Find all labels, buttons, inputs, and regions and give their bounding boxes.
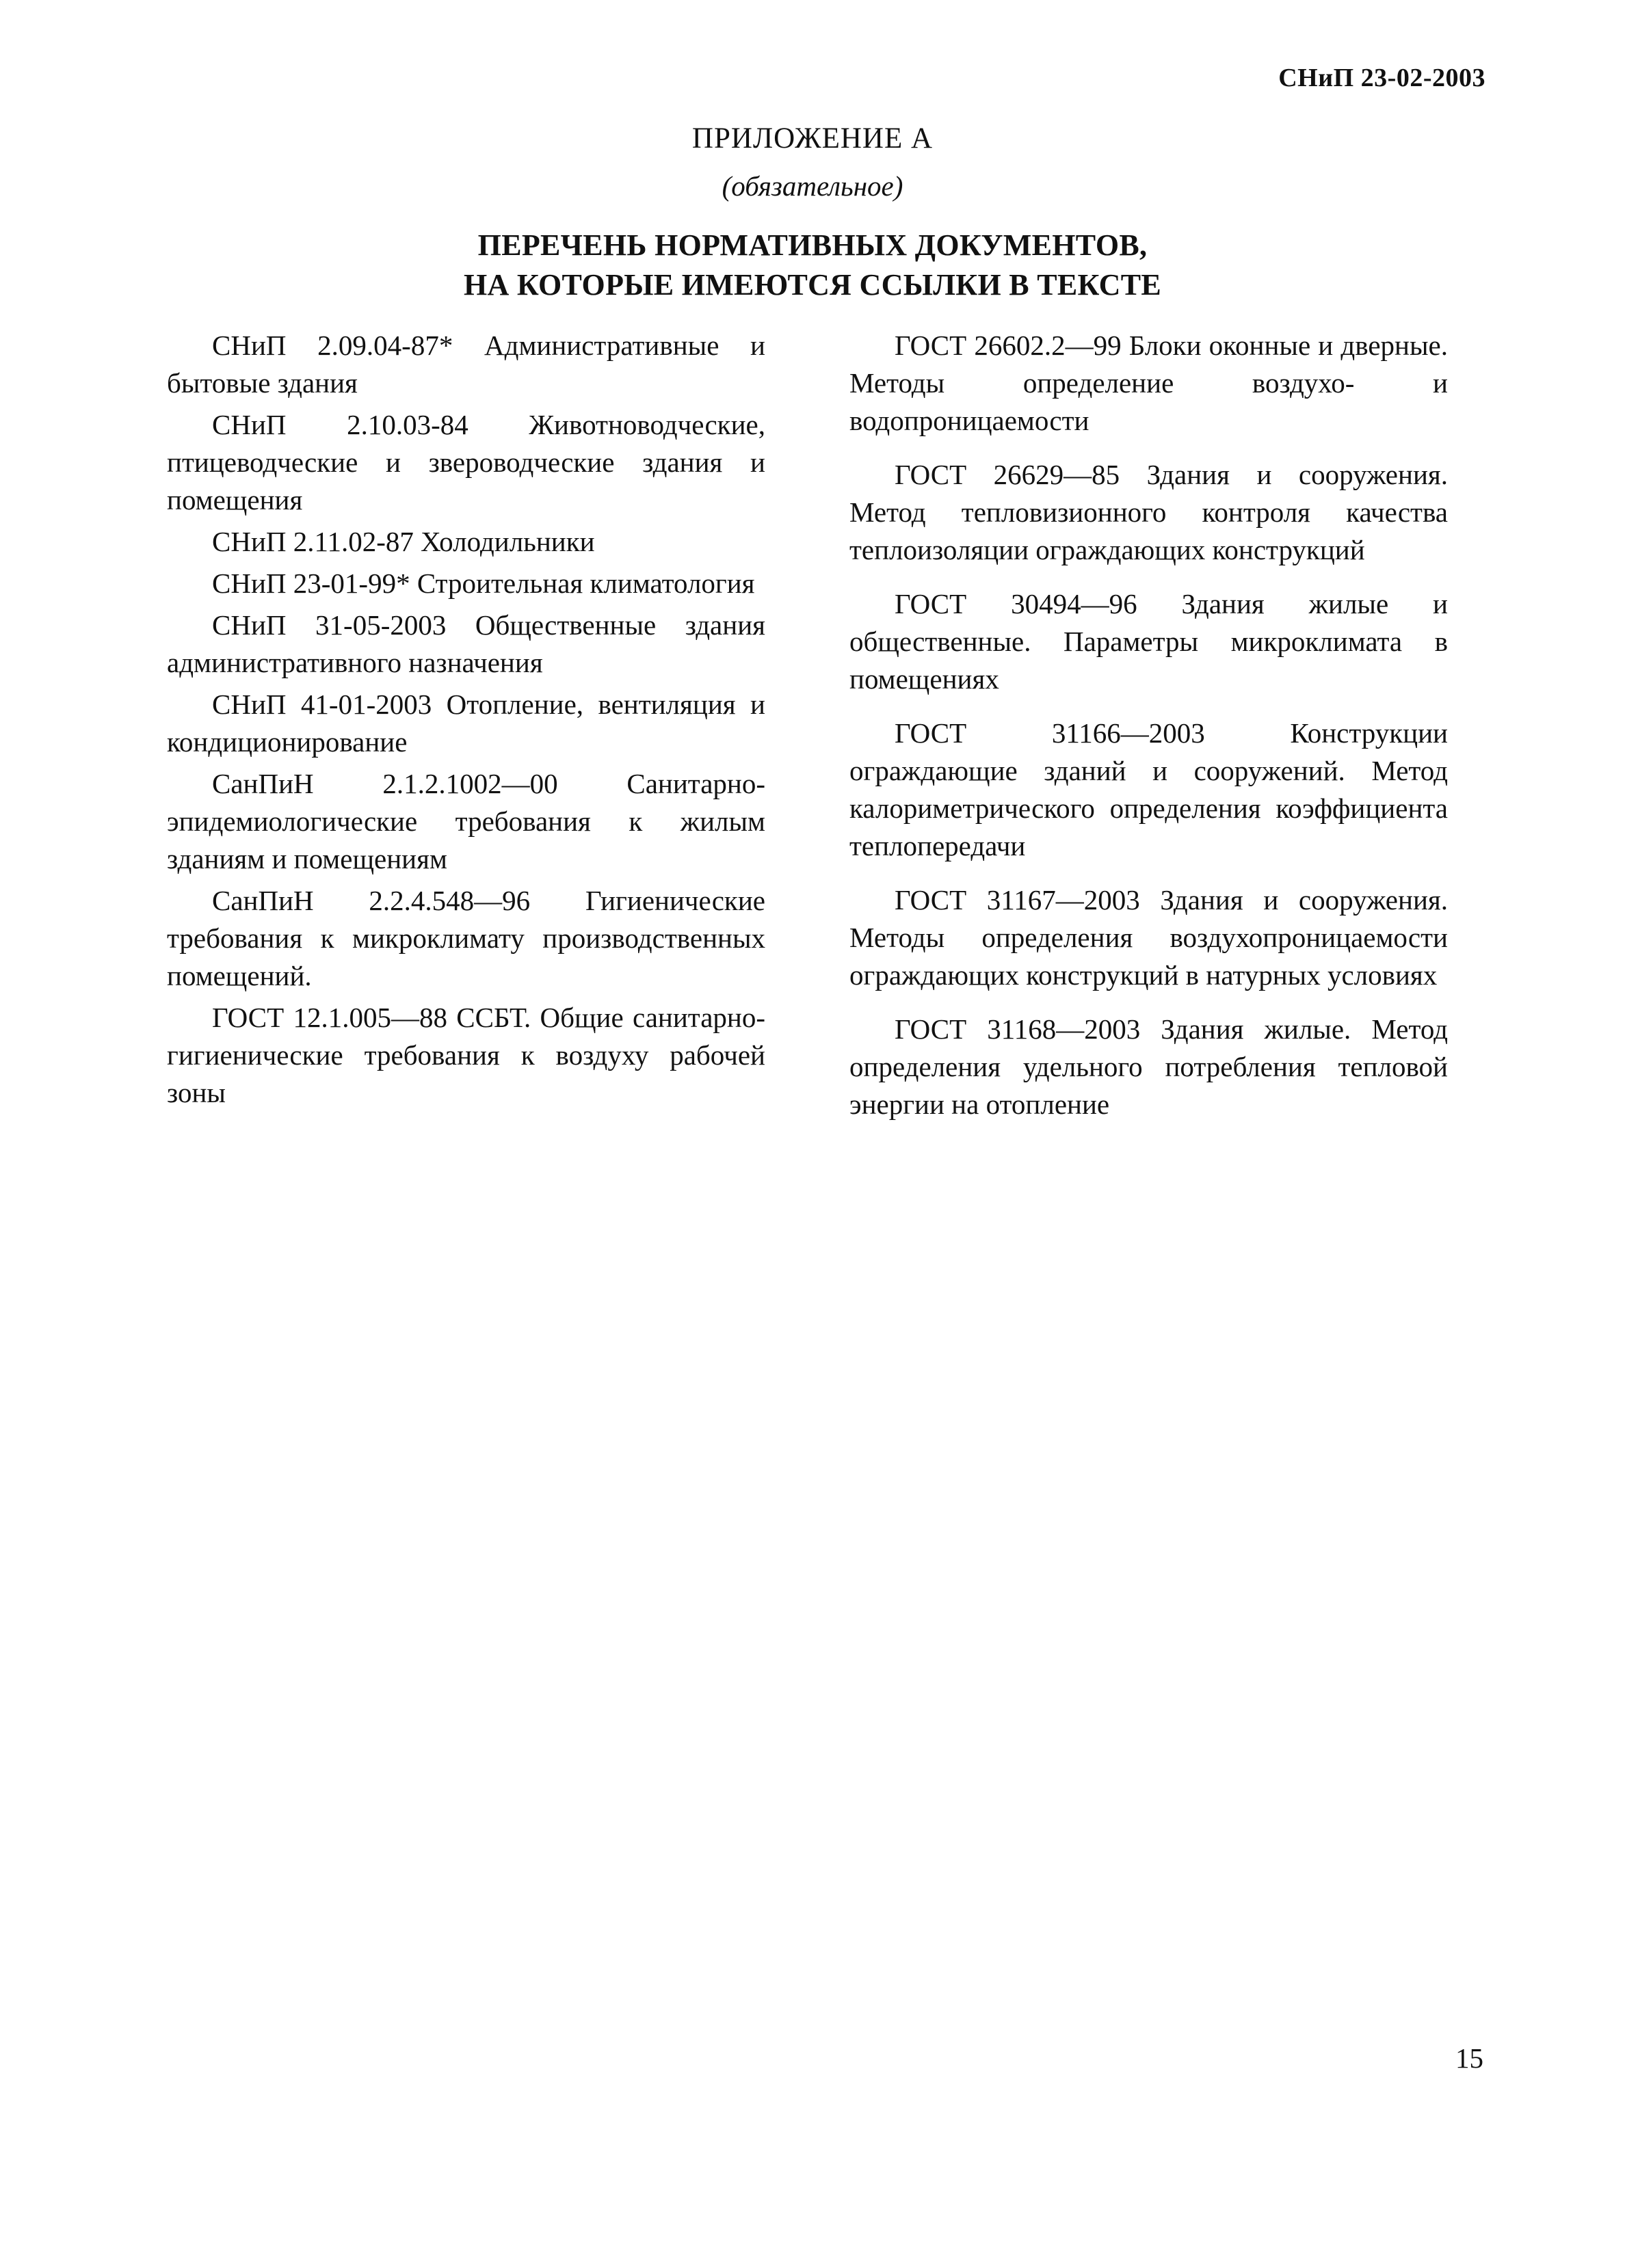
- reference-entry: СНиП 2.11.02-87 Холодильники: [212, 526, 595, 557]
- appendix-title: ПРИЛОЖЕНИЕ А: [691, 122, 934, 155]
- left-reference-column: [167, 327, 765, 1116]
- reference-entry: СНиП 41-01-2003 Отопление, вентиляция и кондиционирование: [167, 689, 765, 758]
- document-code: СНиП 23-02-2003: [1278, 64, 1485, 92]
- right-reference-column: [849, 327, 1448, 1140]
- reference-entry: СНиП 31-05-2003 Общественные здания административного назначения: [167, 609, 765, 678]
- reference-entry: ГОСТ 26629—85 Здания и сооружения. Метод тепловизионного контроля качества теплоизоляции ограждающих конструкций: [849, 459, 1448, 565]
- references-heading: [0, 226, 1625, 305]
- reference-entry: СНиП 2.10.03-84 Животноводческие, птицеводческие и звероводческие здания и помещения: [167, 409, 765, 516]
- reference-entry: ГОСТ 31167—2003 Здания и сооружения. Методы определения воздухопроницаемости ограждающих конструкций в натурных условиях: [849, 884, 1448, 991]
- reference-entry: СНиП 23-01-99* Строительная климатология: [212, 568, 755, 599]
- reference-entry: ГОСТ 30494—96 Здания жилые и общественные. Параметры микроклимата в помещениях: [849, 588, 1448, 695]
- page-number: 15: [1455, 2042, 1483, 2074]
- reference-entry: СанПиН 2.2.4.548—96 Гигиенические требования к микроклимату производственных помещений.: [167, 885, 765, 991]
- references-heading-line-1: ПЕРЕЧЕНЬ НОРМАТИВНЫХ ДОКУМЕНТОВ,: [477, 228, 1148, 262]
- reference-entry: ГОСТ 31168—2003 Здания жилые. Метод определения удельного потребления тепловой энергии на отопление: [849, 1013, 1448, 1120]
- reference-entry: СанПиН 2.1.2.1002—00 Санитарно-эпидемиологические требования к жилым зданиям и помещениям: [167, 768, 765, 875]
- appendix-subtitle: (обязательное): [722, 170, 903, 202]
- references-heading-line-2: НА КОТОРЫЕ ИМЕЮТСЯ ССЫЛКИ В ТЕКСТЕ: [463, 268, 1162, 302]
- reference-entry: СНиП 2.09.04-87* Административные и бытовые здания: [167, 330, 765, 399]
- reference-entry: ГОСТ 12.1.005—88 ССБТ. Общие санитарно-гигиенические требования к воздуху рабочей зоны: [167, 1002, 765, 1108]
- reference-entry: ГОСТ 26602.2—99 Блоки оконные и дверные. Методы определение воздухо- и водопроницаемости: [849, 330, 1448, 436]
- reference-entry: ГОСТ 31166—2003 Конструкции ограждающие зданий и сооружений. Метод калориметрического определения коэффициента теплопередачи: [849, 717, 1448, 862]
